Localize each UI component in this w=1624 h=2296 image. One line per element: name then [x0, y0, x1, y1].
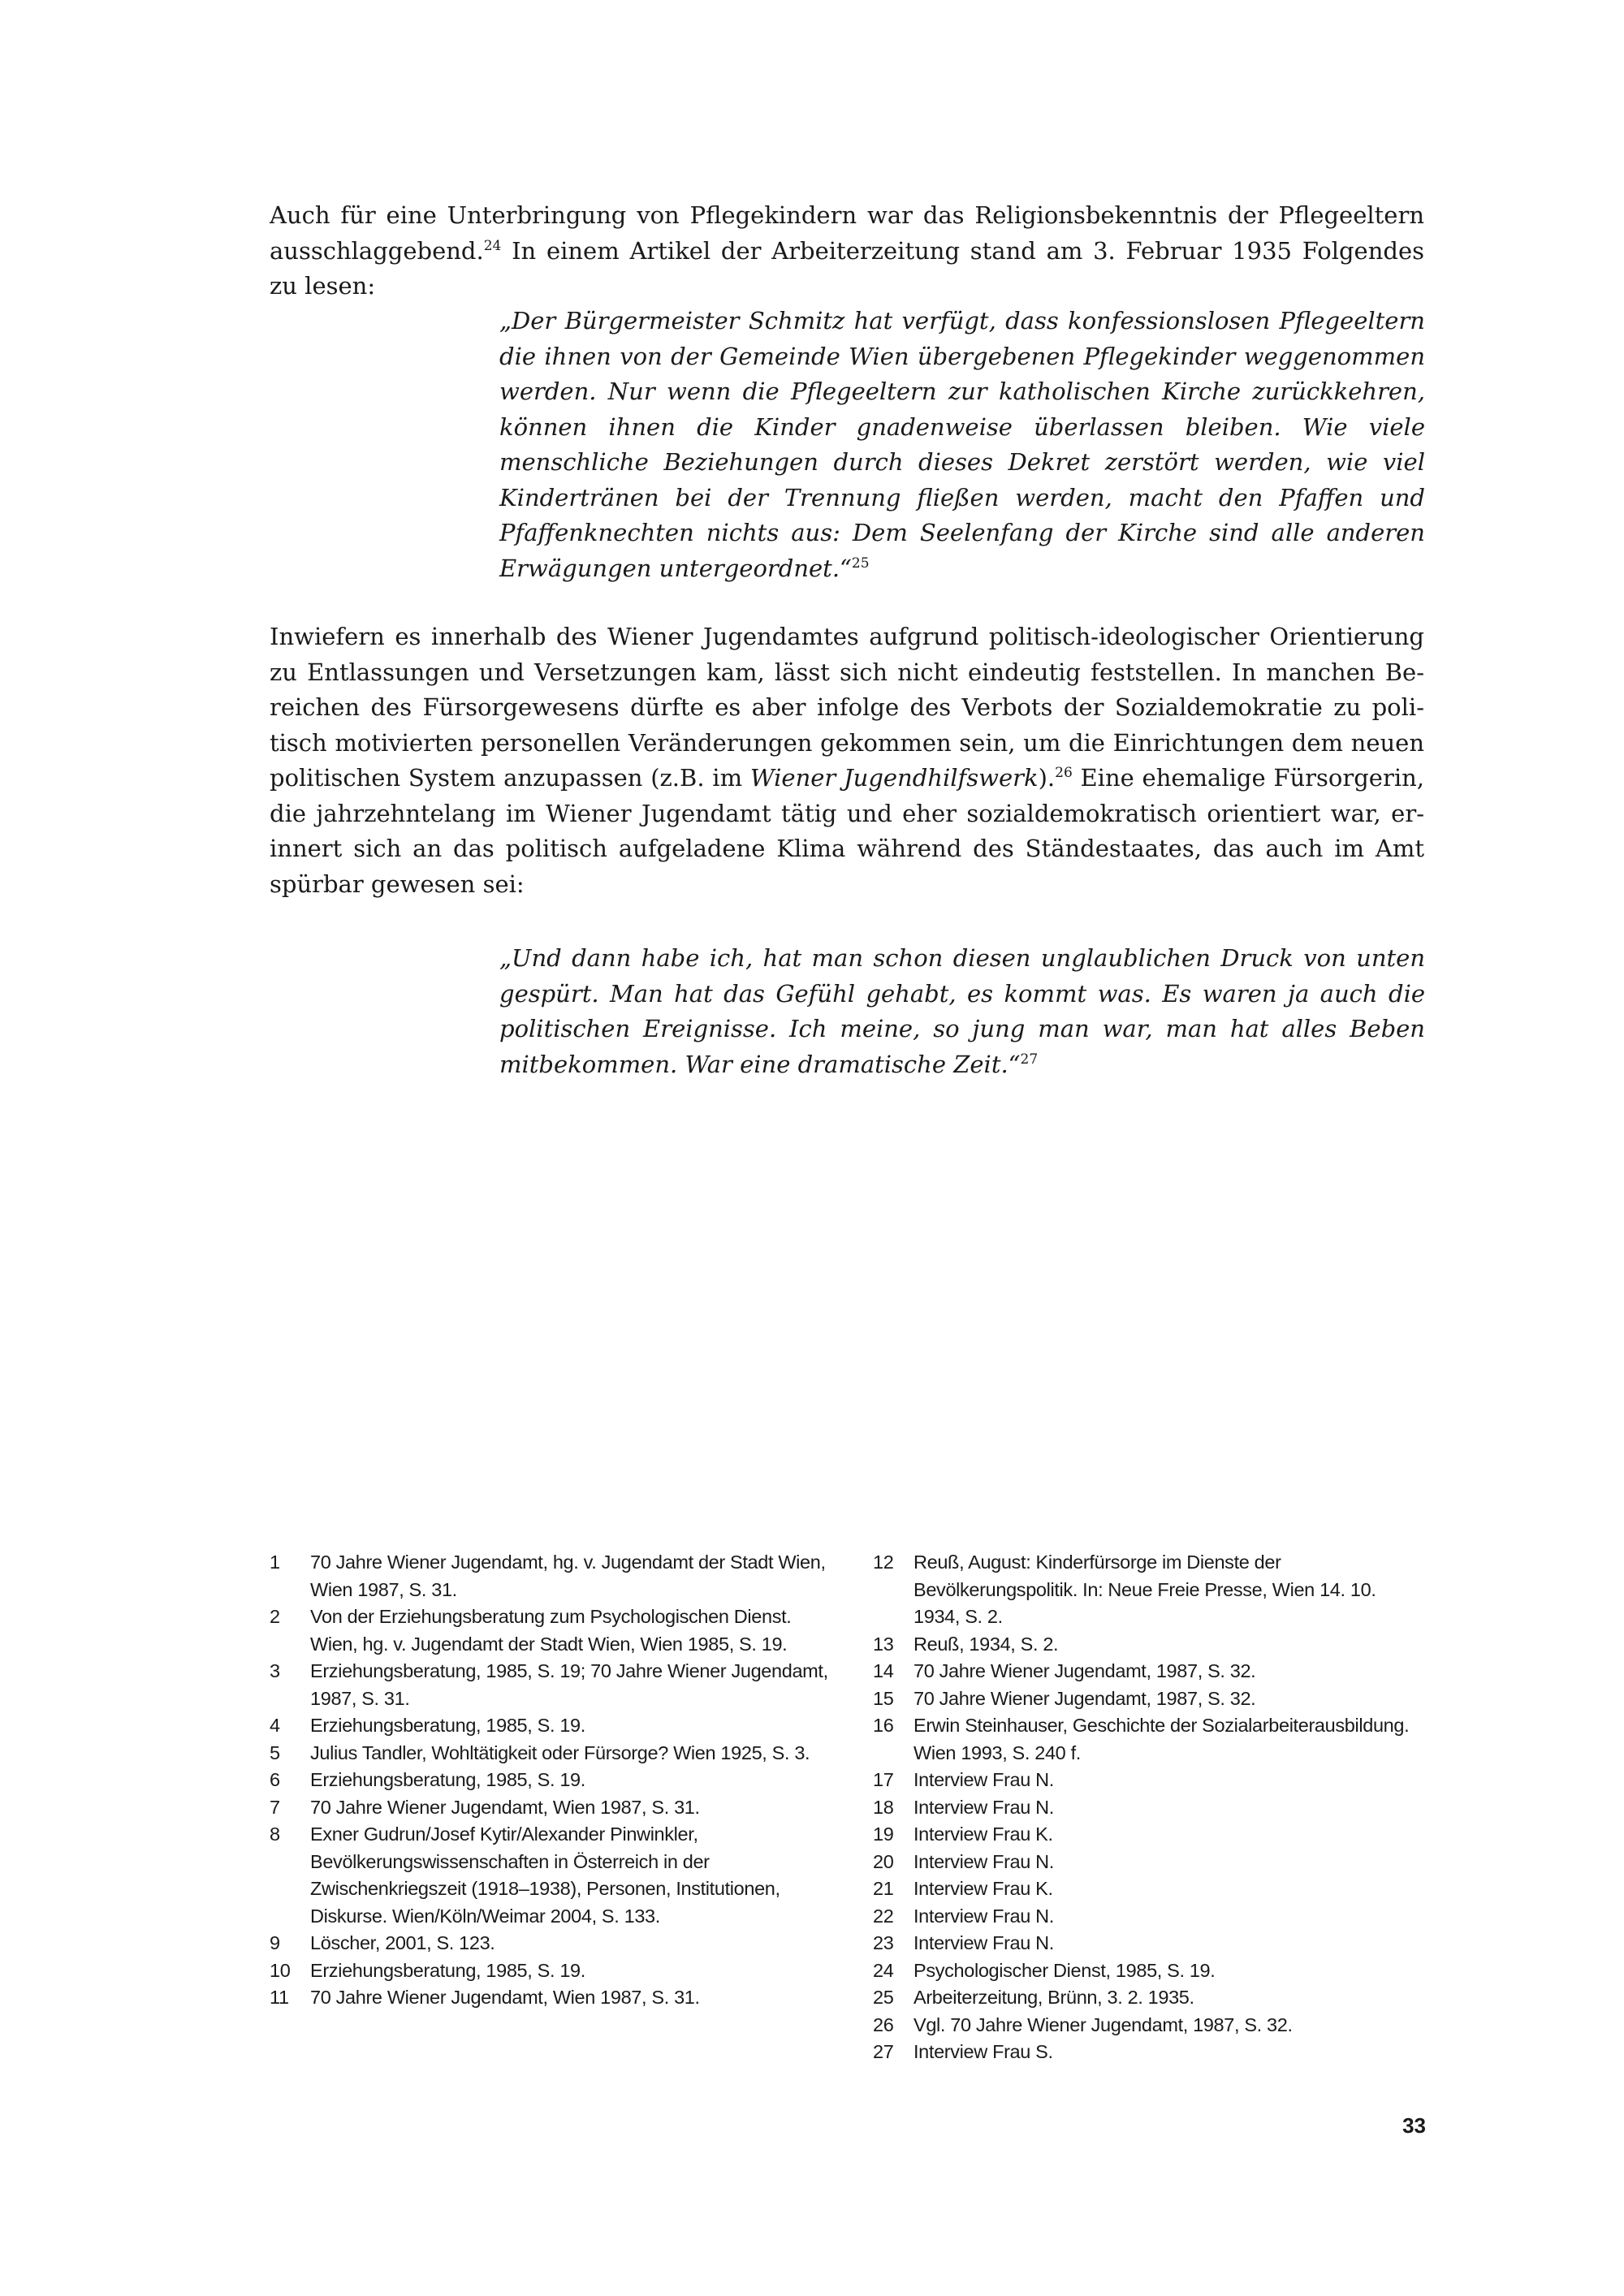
footnote-number: 7	[270, 1796, 280, 1818]
footnote-number: 3	[270, 1660, 280, 1681]
footnote-text: Arbeiterzeitung, Brünn, 3. 2. 1935.	[914, 1987, 1194, 2008]
footnote-item	[873, 1767, 1425, 1794]
footnote-item	[873, 1849, 1425, 1876]
footnote-item	[270, 1930, 838, 1957]
footnote-text: Interview Frau N.	[914, 1796, 1054, 1818]
footnote-item	[873, 1549, 1425, 1631]
footnote-number: 13	[873, 1633, 894, 1655]
footnote-item	[270, 1740, 838, 1767]
paragraph-text: Eine ehemalige Fürsorgerin, die jahrzehntelang im Wiener Jugendamt tätig und eher sozialdemokratisch orientiert war, erinnert sich an das politisch aufgeladene Klima während des Ständestaates, das auch im Amt spürbar gewesen sei:	[270, 764, 1424, 898]
footnote-text: Interview Frau N.	[914, 1850, 1054, 1872]
footnote-number: 2	[270, 1606, 280, 1627]
footnote-number: 8	[270, 1823, 280, 1845]
footnote-number: 4	[270, 1715, 280, 1736]
footnote-item	[873, 1821, 1425, 1849]
block-quote-1	[499, 304, 1425, 586]
footnote-text: Reuß, 1934, S. 2.	[914, 1633, 1059, 1655]
footnote-text: Löscher, 2001, S. 123.	[310, 1932, 495, 1953]
paragraph-text: In einem Artikel der Arbeiterzeitung stand am 3. Februar 1935 Folgendes zu lesen:	[270, 236, 1424, 300]
footnote-item	[873, 1903, 1425, 1931]
footnote-item	[873, 1658, 1425, 1685]
footnote-number: 27	[873, 2041, 894, 2062]
footnote-number: 11	[270, 1987, 289, 2008]
footnote-item	[873, 2039, 1425, 2066]
footnote-item	[873, 1957, 1425, 1985]
paragraph-text: Auch für eine Unterbringung von Pflegekindern war das Religionsbekenntnis der Pflegeeltern ausschlaggebend.	[270, 201, 1424, 265]
footnote-text: 70 Jahre Wiener Jugendamt, hg. v. Jugendamt der Stadt Wien, Wien 1987, S. 31.	[310, 1552, 826, 1600]
footnote-item	[270, 1821, 838, 1930]
footnote-number: 9	[270, 1932, 280, 1953]
footnote-item	[873, 1685, 1425, 1713]
footnote-text: Interview Frau K.	[914, 1878, 1053, 1899]
footnote-text: Interview Frau K.	[914, 1823, 1053, 1845]
footnote-number: 18	[873, 1796, 894, 1818]
footnote-text: Erwin Steinhauser, Geschichte der Sozialarbeiterausbildung. Wien 1993, S. 240 f.	[914, 1715, 1410, 1763]
footnote-text: Erziehungsberatung, 1985, S. 19.	[310, 1769, 585, 1790]
footnote-item	[873, 2012, 1425, 2039]
emphasis-text: Wiener Jugendhilfswerk	[749, 764, 1039, 792]
footnote-number: 5	[270, 1741, 280, 1763]
quote-text: „Und dann habe ich, hat man schon diesen unglaublichen Druck von unten gespürt. Man hat das Gefühl gehabt, es kommt was. Es waren ja auch die politischen Ereignisse. Ich meine, so jung man war, man hat alles Beben mitbekommen. War eine dramatische Zeit.“	[499, 944, 1425, 1078]
block-quote-2	[499, 941, 1425, 1082]
footnote-item	[270, 1603, 838, 1658]
footnote-item	[270, 1658, 838, 1712]
footnote-number: 19	[873, 1823, 894, 1845]
paragraph-text: ).	[1038, 764, 1056, 792]
footnote-number: 17	[873, 1769, 894, 1790]
footnote-text: 70 Jahre Wiener Jugendamt, Wien 1987, S. 31.	[310, 1987, 700, 2008]
body-paragraph-2	[270, 619, 1424, 902]
body-paragraph-1	[270, 198, 1424, 304]
footnote-number: 22	[873, 1905, 894, 1927]
footnote-ref-27[interactable]: 27	[1020, 1051, 1039, 1068]
footnote-item	[873, 1712, 1425, 1767]
footnote-number: 6	[270, 1769, 280, 1790]
footnote-number: 21	[873, 1878, 894, 1899]
footnote-item	[873, 1794, 1425, 1822]
footnote-text: Julius Tandler, Wohltätigkeit oder Fürsorge? Wien 1925, S. 3.	[310, 1741, 810, 1763]
page-number: 33	[1402, 2113, 1426, 2138]
footnote-text: Interview Frau S.	[914, 2041, 1053, 2062]
footnote-number: 10	[270, 1959, 291, 1981]
footnote-number: 24	[873, 1959, 894, 1981]
footnote-ref-25[interactable]: 25	[851, 555, 870, 572]
footnote-text: Exner Gudrun/Josef Kytir/Alexander Pinwinkler, Bevölkerungswissenschaften in Österreich in der Zwischenkriegszeit (1918–1938), Personen, Institutionen, Diskurse. Wien/Köln/Weimar 2004, S. 133.	[310, 1823, 780, 1927]
footnote-item	[873, 1631, 1425, 1659]
footnote-text: Interview Frau N.	[914, 1932, 1054, 1953]
footnote-number: 15	[873, 1687, 894, 1709]
footnote-text: 70 Jahre Wiener Jugendamt, 1987, S. 32.	[914, 1660, 1256, 1681]
footnote-number: 25	[873, 1987, 894, 2008]
footnote-text: Von der Erziehungsberatung zum Psychologischen Dienst. Wien, hg. v. Jugendamt der Stadt Wien, Wien 1985, S. 19.	[310, 1606, 792, 1655]
footnote-text: Interview Frau N.	[914, 1769, 1054, 1790]
footnote-item	[270, 1957, 838, 1985]
footnote-text: Interview Frau N.	[914, 1905, 1054, 1927]
footnote-item	[270, 1794, 838, 1822]
footnote-text: 70 Jahre Wiener Jugendamt, Wien 1987, S. 31.	[310, 1796, 700, 1818]
footnote-number: 26	[873, 2013, 894, 2035]
footnote-text: Reuß, August: Kinderfürsorge im Dienste der Bevölkerungspolitik. In: Neue Freie Presse, Wien 14. 10. 1934, S. 2.	[914, 1552, 1376, 1627]
footnote-item	[873, 1930, 1425, 1957]
footnote-number: 23	[873, 1932, 894, 1953]
footnote-item	[873, 1984, 1425, 2012]
footnote-text: Vgl. 70 Jahre Wiener Jugendamt, 1987, S. 32.	[914, 2013, 1293, 2035]
footnote-text: Erziehungsberatung, 1985, S. 19.	[310, 1959, 585, 1981]
footnote-number: 12	[873, 1552, 894, 1573]
footnote-item	[270, 1712, 838, 1740]
footnote-item	[270, 1984, 838, 2012]
footnote-number: 20	[873, 1850, 894, 1872]
footnotes-left-column	[270, 1549, 838, 2012]
footnotes-right-column	[873, 1549, 1425, 2066]
footnote-number: 14	[873, 1660, 894, 1681]
footnote-text: Erziehungsberatung, 1985, S. 19; 70 Jahre Wiener Jugendamt, 1987, S. 31.	[310, 1660, 828, 1709]
footnote-item	[270, 1767, 838, 1794]
quote-text: „Der Bürgermeister Schmitz hat verfügt, dass konfessionslosen Pflegeeltern die ihnen von der Gemeinde Wien übergebenen Pflegekinder weggenommen werden. Nur wenn die Pflegeeltern zur katholischen Kirche zurückkehren, können ihnen die Kinder gnadenweise überlassen bleiben. Wie viele menschliche Beziehungen durch dieses Dekret zerstört werden, wie viel Kindertränen bei der Trennung fließen werden, macht den Pfaffen und Pfaffenknechten nichts aus: Dem Seelenfang der Kirche sind alle anderen Erwägungen untergeordnet.“	[499, 307, 1425, 582]
paragraph-text: Inwiefern es innerhalb des Wiener Jugendamtes aufgrund politisch-ideologischer Orientierung zu Entlassungen und Versetzungen kam, lässt sich nicht eindeutig feststellen. In manchen Bereichen des Fürsorgewesens dürfte es aber infolge des Verbots der Sozialdemokratie zu politisch motivierten personellen Veränderungen gekommen sein, um die Einrichtungen dem neuen politischen System anzupassen (z.B. im	[270, 623, 1424, 792]
footnote-item	[873, 1875, 1425, 1903]
footnote-text: Erziehungsberatung, 1985, S. 19.	[310, 1715, 585, 1736]
footnote-ref-26[interactable]: 26	[1055, 764, 1073, 781]
footnote-text: 70 Jahre Wiener Jugendamt, 1987, S. 32.	[914, 1687, 1256, 1709]
footnote-ref-24[interactable]: 24	[483, 237, 502, 254]
footnote-number: 16	[873, 1715, 894, 1736]
footnote-text: Psychologischer Dienst, 1985, S. 19.	[914, 1959, 1216, 1981]
footnote-number: 1	[270, 1552, 280, 1573]
footnote-item	[270, 1549, 838, 1603]
